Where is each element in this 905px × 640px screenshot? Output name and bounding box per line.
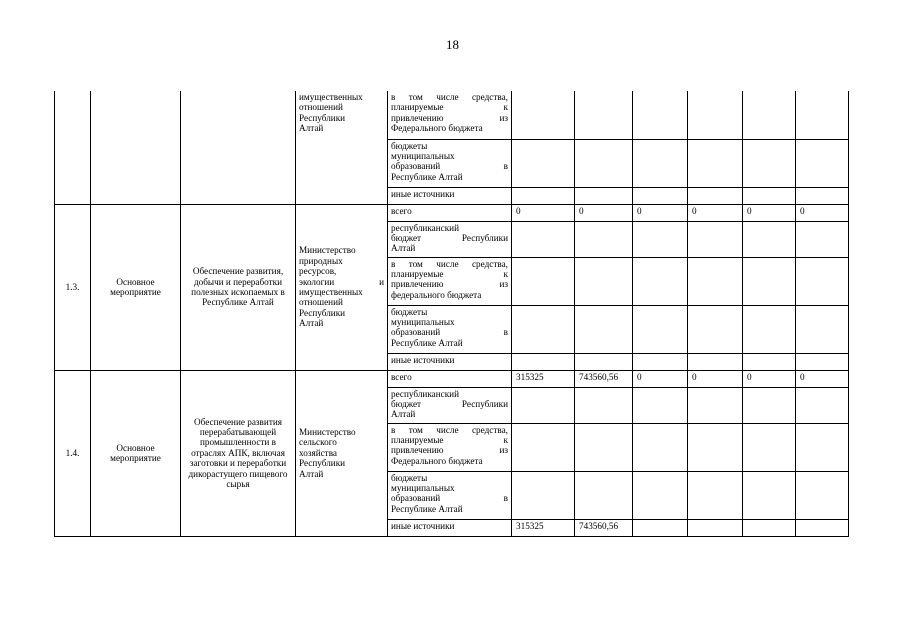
funding-source-line bbox=[391, 435, 508, 445]
funding-source-line bbox=[391, 425, 508, 435]
value-cell bbox=[688, 305, 743, 353]
value-cell bbox=[633, 187, 688, 204]
value-cell bbox=[633, 471, 688, 519]
budget-table bbox=[54, 91, 849, 537]
funding-source-word: планируемые bbox=[391, 434, 444, 445]
value-cell: 0 bbox=[688, 370, 743, 387]
name-cell bbox=[181, 91, 296, 204]
funding-source-line bbox=[391, 521, 508, 531]
value-cell: 315325 bbox=[512, 519, 575, 536]
executor-line bbox=[299, 277, 384, 287]
executor-word: отношений bbox=[299, 297, 343, 308]
value-cell: 0 bbox=[796, 204, 849, 221]
executor-cell bbox=[296, 91, 388, 204]
executor-word: и bbox=[379, 276, 384, 287]
funding-source-cell bbox=[388, 353, 512, 370]
funding-source-cell bbox=[388, 370, 512, 387]
funding-source-word: средства, bbox=[471, 92, 508, 102]
value-cell bbox=[688, 187, 743, 204]
funding-source-word: в bbox=[391, 258, 396, 269]
funding-source-line bbox=[391, 243, 508, 253]
executor-word: природных bbox=[299, 255, 343, 266]
funding-source-word: числе bbox=[436, 258, 459, 269]
value-cell bbox=[796, 519, 849, 536]
funding-source-word: всего bbox=[391, 371, 412, 382]
value-cell bbox=[575, 91, 633, 139]
value-cell bbox=[743, 387, 796, 423]
value-cell bbox=[633, 257, 688, 305]
value-cell bbox=[512, 387, 575, 423]
value-cell bbox=[633, 353, 688, 370]
value-cell bbox=[512, 187, 575, 204]
funding-source-line bbox=[391, 233, 508, 243]
executor-word: Республики bbox=[299, 458, 346, 469]
funding-source-line bbox=[391, 92, 508, 102]
value-cell bbox=[575, 305, 633, 353]
value-cell bbox=[688, 423, 743, 471]
executor-line bbox=[299, 458, 384, 468]
measure-executor bbox=[296, 370, 388, 536]
value-cell bbox=[743, 187, 796, 204]
funding-source-word: Республике Алтай bbox=[391, 337, 463, 348]
funding-source-word: иные источники bbox=[391, 188, 455, 199]
funding-source-line bbox=[391, 338, 508, 348]
measure-type: Основное мероприятие bbox=[91, 204, 181, 370]
executor-line bbox=[299, 245, 384, 255]
measure-number: 1.3. bbox=[55, 204, 91, 370]
value-cell: 0 bbox=[688, 204, 743, 221]
value-cell bbox=[633, 387, 688, 423]
funding-source-cell bbox=[388, 139, 512, 187]
funding-source-word: из bbox=[499, 279, 508, 290]
value-cell bbox=[688, 257, 743, 305]
value-cell bbox=[575, 353, 633, 370]
executor-word: Министерство bbox=[299, 245, 356, 256]
value-cell bbox=[633, 221, 688, 257]
value-cell bbox=[575, 257, 633, 305]
funding-source-cell bbox=[388, 423, 512, 471]
funding-source-line bbox=[391, 290, 508, 300]
funding-source-word: муниципальных bbox=[391, 150, 455, 161]
value-cell: 0 bbox=[633, 204, 688, 221]
value-cell: 743560,56 bbox=[575, 519, 633, 536]
funding-source-word: республиканский bbox=[391, 222, 460, 233]
value-cell: 743560,56 bbox=[575, 370, 633, 387]
funding-source-line bbox=[391, 307, 508, 317]
funding-source-word: Федерального бюджета bbox=[391, 455, 483, 466]
funding-source-line bbox=[391, 483, 508, 493]
value-cell bbox=[796, 353, 849, 370]
funding-source-word: в bbox=[391, 92, 396, 102]
value-cell: 0 bbox=[512, 204, 575, 221]
value-cell bbox=[633, 139, 688, 187]
executor-line bbox=[299, 266, 384, 276]
funding-source-line bbox=[391, 445, 508, 455]
value-cell bbox=[743, 519, 796, 536]
funding-source-line bbox=[391, 504, 508, 514]
value-cell: 0 bbox=[743, 204, 796, 221]
funding-source-word: из bbox=[499, 112, 508, 123]
funding-source-line bbox=[391, 161, 508, 171]
value-cell bbox=[743, 471, 796, 519]
executor-word: Алтай bbox=[299, 468, 324, 479]
executor-line bbox=[299, 287, 384, 297]
value-cell bbox=[633, 91, 688, 139]
value-cell bbox=[743, 139, 796, 187]
funding-source-line bbox=[391, 206, 508, 216]
funding-source-word: республиканский bbox=[391, 388, 460, 399]
funding-source-line bbox=[391, 327, 508, 337]
value-cell bbox=[743, 221, 796, 257]
measure-name: Обеспечение развития, добычи и переработки полезных ископаемых в Республике Алтай bbox=[181, 204, 296, 370]
funding-source-line bbox=[391, 223, 508, 233]
funding-source-word: к bbox=[503, 102, 508, 113]
funding-source-word: иные источники bbox=[391, 520, 455, 531]
funding-source-word: привлечению bbox=[391, 279, 444, 290]
funding-source-line bbox=[391, 172, 508, 182]
funding-source-word: иные источники bbox=[391, 354, 455, 365]
value-cell bbox=[743, 91, 796, 139]
number-cell bbox=[55, 91, 91, 204]
value-cell bbox=[512, 221, 575, 257]
funding-source-line bbox=[391, 409, 508, 419]
value-cell bbox=[575, 471, 633, 519]
funding-source-word: из bbox=[499, 445, 508, 456]
funding-source-word: бюджет bbox=[391, 398, 422, 409]
executor-word: экологии bbox=[299, 276, 335, 287]
funding-source-word: всего bbox=[391, 205, 412, 216]
table-row bbox=[55, 204, 849, 221]
funding-source-word: к bbox=[503, 268, 508, 279]
funding-source-word: Республики bbox=[461, 398, 508, 409]
funding-source-cell bbox=[388, 221, 512, 257]
executor-line bbox=[299, 318, 384, 328]
value-cell bbox=[633, 519, 688, 536]
value-cell bbox=[633, 305, 688, 353]
value-cell bbox=[575, 423, 633, 471]
measure-executor bbox=[296, 204, 388, 370]
funding-source-line bbox=[391, 473, 508, 483]
executor-word: Министерство bbox=[299, 426, 356, 437]
value-cell bbox=[688, 353, 743, 370]
value-cell bbox=[796, 471, 849, 519]
executor-line: имущественных bbox=[299, 92, 363, 102]
funding-source-word: бюджеты bbox=[391, 472, 428, 483]
executor-word: имущественных bbox=[299, 287, 363, 297]
funding-source-line bbox=[391, 389, 508, 399]
funding-source-word: образований bbox=[391, 327, 441, 338]
funding-source-line bbox=[391, 151, 508, 161]
value-cell bbox=[575, 187, 633, 204]
executor-line bbox=[299, 297, 384, 307]
value-cell bbox=[743, 353, 796, 370]
funding-source-line bbox=[391, 189, 508, 199]
funding-source-word: привлечению bbox=[391, 445, 444, 456]
value-cell bbox=[633, 423, 688, 471]
funding-source-word: том bbox=[408, 424, 423, 435]
funding-source-word: планируемые bbox=[391, 268, 444, 279]
executor-line: Республики bbox=[299, 112, 346, 123]
funding-source-word: муниципальных bbox=[391, 316, 455, 327]
value-cell: 0 bbox=[743, 370, 796, 387]
funding-source-word: бюджет bbox=[391, 232, 422, 243]
funding-source-word: том bbox=[408, 258, 423, 269]
executor-word: сельского bbox=[299, 437, 337, 448]
value-cell bbox=[688, 221, 743, 257]
funding-source-line bbox=[391, 493, 508, 503]
value-cell: 0 bbox=[575, 204, 633, 221]
value-cell bbox=[796, 139, 849, 187]
funding-source-cell bbox=[388, 187, 512, 204]
funding-source-word: Республике Алтай bbox=[391, 503, 463, 514]
funding-source-line bbox=[391, 269, 508, 279]
executor-line bbox=[299, 469, 384, 479]
executor-word: Республики bbox=[299, 307, 346, 318]
funding-source-word: числе bbox=[436, 424, 459, 435]
funding-source-line bbox=[391, 123, 508, 133]
value-cell: 0 bbox=[633, 370, 688, 387]
funding-source-cell bbox=[388, 305, 512, 353]
funding-source-cell bbox=[388, 204, 512, 221]
executor-line bbox=[299, 308, 384, 318]
measure-type: Основное мероприятие bbox=[91, 370, 181, 536]
funding-source-cell bbox=[388, 257, 512, 305]
value-cell bbox=[575, 221, 633, 257]
funding-source-word: Алтай bbox=[391, 409, 416, 420]
funding-source-line bbox=[391, 317, 508, 327]
value-cell bbox=[796, 423, 849, 471]
funding-source-line bbox=[391, 102, 508, 112]
funding-source-word: бюджеты bbox=[391, 306, 428, 317]
funding-source-word: привлечению bbox=[391, 112, 444, 123]
funding-source-word: Республике Алтай bbox=[391, 171, 463, 182]
value-cell bbox=[796, 305, 849, 353]
page-number: 18 bbox=[446, 37, 459, 52]
funding-source-line bbox=[391, 372, 508, 382]
value-cell bbox=[796, 257, 849, 305]
value-cell bbox=[688, 471, 743, 519]
table-row bbox=[55, 91, 849, 139]
value-cell bbox=[688, 139, 743, 187]
value-cell bbox=[796, 387, 849, 423]
executor-line bbox=[299, 437, 384, 447]
funding-source-line bbox=[391, 259, 508, 269]
value-cell: 0 bbox=[796, 370, 849, 387]
value-cell bbox=[512, 139, 575, 187]
value-cell bbox=[512, 305, 575, 353]
value-cell bbox=[743, 423, 796, 471]
funding-source-word: образований bbox=[391, 161, 441, 172]
value-cell bbox=[575, 139, 633, 187]
value-cell bbox=[512, 423, 575, 471]
value-cell bbox=[796, 91, 849, 139]
funding-source-word: бюджеты bbox=[391, 140, 428, 151]
value-cell bbox=[512, 91, 575, 139]
funding-source-line bbox=[391, 279, 508, 289]
executor-line: Алтай bbox=[299, 123, 324, 134]
funding-source-line bbox=[391, 399, 508, 409]
value-cell bbox=[688, 91, 743, 139]
funding-source-line bbox=[391, 456, 508, 466]
funding-source-word: в bbox=[391, 424, 396, 435]
value-cell bbox=[512, 257, 575, 305]
funding-source-word: в bbox=[503, 161, 508, 172]
funding-source-line bbox=[391, 113, 508, 123]
measure-name: Обеспечение развития перерабатывающей промышленности в отраслях АПК, включая заготовки и переработки дикорастущего пищевого сырья bbox=[181, 370, 296, 536]
funding-source-cell bbox=[388, 519, 512, 536]
funding-source-cell bbox=[388, 471, 512, 519]
funding-source-word: Республики bbox=[461, 232, 508, 243]
funding-source-word: в bbox=[503, 493, 508, 504]
executor-word: хозяйства bbox=[299, 447, 337, 458]
funding-source-word: в bbox=[503, 327, 508, 338]
executor-line bbox=[299, 427, 384, 437]
funding-source-word: планируемые bbox=[391, 102, 444, 113]
funding-source-word: Федерального бюджета bbox=[391, 123, 483, 134]
executor-word: ресурсов, bbox=[299, 266, 337, 277]
funding-source-word: федерального бюджета bbox=[391, 289, 482, 300]
funding-source-cell bbox=[388, 387, 512, 423]
value-cell bbox=[575, 387, 633, 423]
value-cell bbox=[688, 387, 743, 423]
value-cell bbox=[743, 305, 796, 353]
measure-number: 1.4. bbox=[55, 370, 91, 536]
funding-source-cell bbox=[388, 91, 512, 139]
table-row bbox=[55, 370, 849, 387]
value-cell bbox=[796, 187, 849, 204]
value-cell bbox=[512, 471, 575, 519]
value-cell: 315325 bbox=[512, 370, 575, 387]
budget-table-body bbox=[55, 91, 849, 536]
executor-line bbox=[299, 256, 384, 266]
funding-source-word: средства, bbox=[471, 258, 508, 269]
funding-source-word: к bbox=[503, 434, 508, 445]
funding-source-word: числе bbox=[436, 92, 459, 102]
value-cell bbox=[688, 519, 743, 536]
executor-line bbox=[299, 448, 384, 458]
funding-source-line bbox=[391, 141, 508, 151]
executor-line: отношений bbox=[299, 102, 343, 113]
value-cell bbox=[512, 353, 575, 370]
funding-source-word: образований bbox=[391, 493, 441, 504]
value-cell bbox=[796, 221, 849, 257]
funding-source-word: средства, bbox=[471, 424, 508, 435]
funding-source-word: муниципальных bbox=[391, 482, 455, 493]
value-cell bbox=[743, 257, 796, 305]
funding-source-word: Алтай bbox=[391, 243, 416, 254]
funding-source-word: том bbox=[408, 92, 423, 102]
type-cell bbox=[91, 91, 181, 204]
funding-source-line bbox=[391, 355, 508, 365]
executor-word: Алтай bbox=[299, 318, 324, 329]
